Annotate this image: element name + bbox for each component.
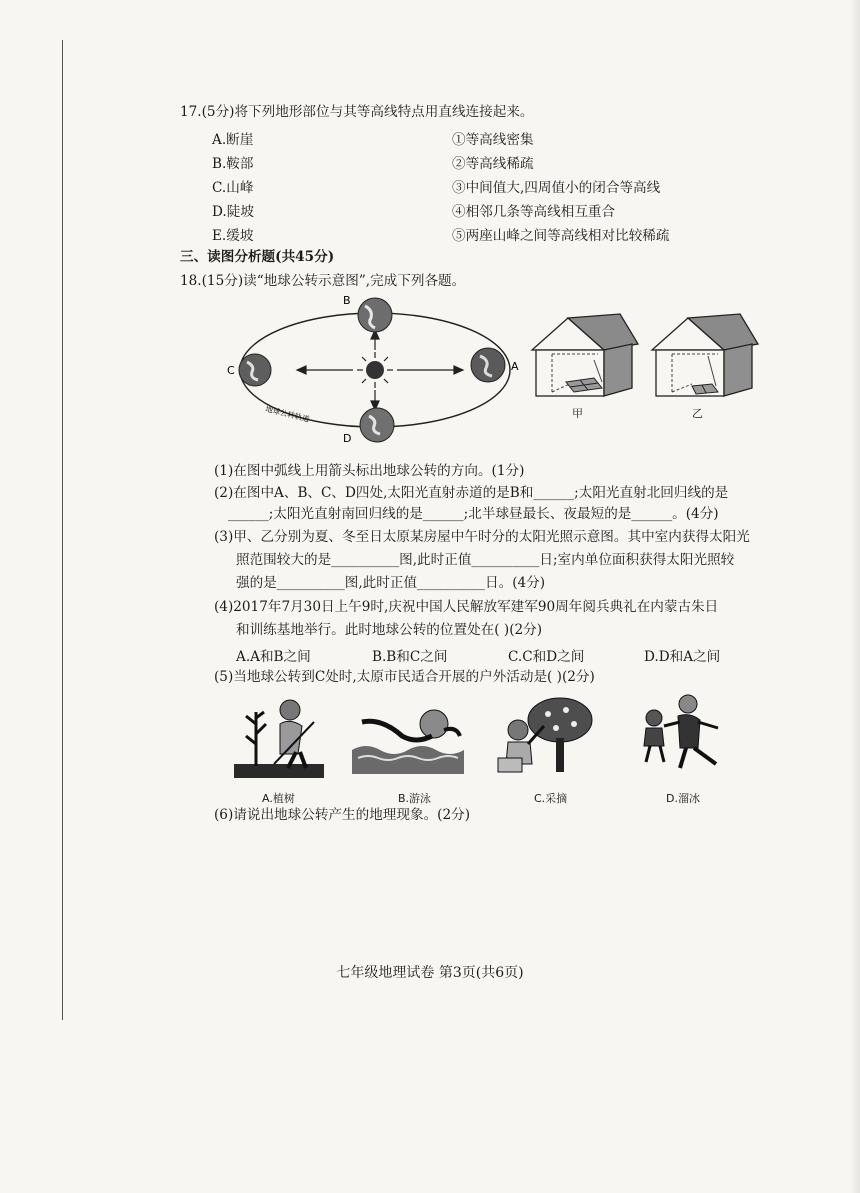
q18-sub4-option: A.A和B之间 (236, 649, 311, 665)
q18-sub3-line2: 照范围较大的是__________图,此时正值__________日;室内单位面积获得太阳光照较 (236, 552, 735, 568)
q18-sub4-line1: (4)2017年7月30日上午9时,庆祝中国人民解放军建军90周年阅兵典礼在内蒙古朱日 (214, 599, 719, 615)
q18-stem: 18.(15分)读“地球公转示意图”,完成下列各题。 (180, 273, 466, 289)
q17-left-item: A.断崖 (212, 132, 254, 148)
q17-left-item: E.缓坡 (212, 228, 254, 244)
q18-sub2-line1: (2)在图中A、B、C、D四处,太阳光直射赤道的是B和______;太阳光直射北回归线的是 (214, 485, 729, 501)
house-diagram-yi (648, 312, 760, 420)
q18-sub4-option: B.B和C之间 (372, 649, 448, 665)
fruit-picking-icon (496, 696, 596, 780)
point-label-c: C (227, 364, 235, 377)
q18-sub5: (5)当地球公转到C处时,太原市民适合开展的户外活动是( )(2分) (214, 669, 595, 685)
binding-margin-line (62, 40, 63, 1020)
swimming-icon (352, 700, 464, 774)
activity-label: A.植树 (262, 792, 295, 805)
q17-right-item: ④相邻几条等高线相互重合 (452, 204, 616, 220)
tree-planting-icon (234, 694, 324, 782)
earth-revolution-diagram (225, 290, 525, 455)
q17-stem: 17.(5分)将下列地形部位与其等高线特点用直线连接起来。 (180, 104, 534, 120)
q18-sub3-line3: 强的是__________图,此时正值__________日。(4分) (236, 575, 546, 591)
q18-sub2-line2: ______;太阳光直射南回归线的是______;北半球昼最长、夜最短的是______。(4分) (228, 506, 719, 522)
scan-edge (850, 0, 860, 1193)
page-footer: 七年级地理试卷 第3页(共6页) (336, 965, 524, 981)
point-label-a: A (511, 360, 519, 373)
q18-sub4-option: D.D和A之间 (644, 649, 721, 665)
earth-icon (360, 408, 394, 442)
q18-sub3-line1: (3)甲、乙分别为夏、冬至日太原某房屋中午时分的太阳光照示意图。其中室内获得太阳光 (214, 529, 750, 545)
house-diagram-jia (528, 312, 640, 420)
activity-label: B.游泳 (398, 792, 432, 805)
point-label-b: B (343, 294, 351, 307)
q17-right-item: ⑤两座山峰之间等高线相对比较稀疏 (452, 228, 670, 244)
q17-left-item: D.陡坡 (212, 204, 254, 220)
orbit-caption: 地球公转轨道 (264, 404, 311, 424)
activity-label: D.溜冰 (666, 792, 700, 805)
earth-icon (239, 354, 271, 386)
q17-left-item: B.鞍部 (212, 156, 254, 172)
q18-sub1: (1)在图中弧线上用箭头标出地球公转的方向。(1分) (214, 463, 525, 479)
house-label-jia: 甲 (572, 407, 583, 420)
q18-sub6: (6)请说出地球公转产生的地理现象。(2分) (214, 807, 471, 823)
ice-skating-icon (636, 692, 732, 778)
sun-icon (357, 352, 393, 388)
q18-sub4-option: C.C和D之间 (508, 649, 585, 665)
earth-icon (358, 298, 392, 332)
q18-sub4-line2: 和训练基地举行。此时地球公转的位置处在( )(2分) (236, 622, 543, 638)
q17-right-item: ③中间值大,四周值小的闭合等高线 (452, 180, 661, 196)
q17-right-item: ②等高线稀疏 (452, 156, 534, 172)
q17-left-item: C.山峰 (212, 180, 254, 196)
activity-label: C.采摘 (534, 792, 568, 805)
earth-icon (471, 348, 505, 382)
q17-right-item: ①等高线密集 (452, 132, 534, 148)
house-label-yi: 乙 (692, 407, 703, 420)
section-heading: 三、读图分析题(共45分) (180, 249, 335, 265)
point-label-d: D (343, 432, 352, 445)
